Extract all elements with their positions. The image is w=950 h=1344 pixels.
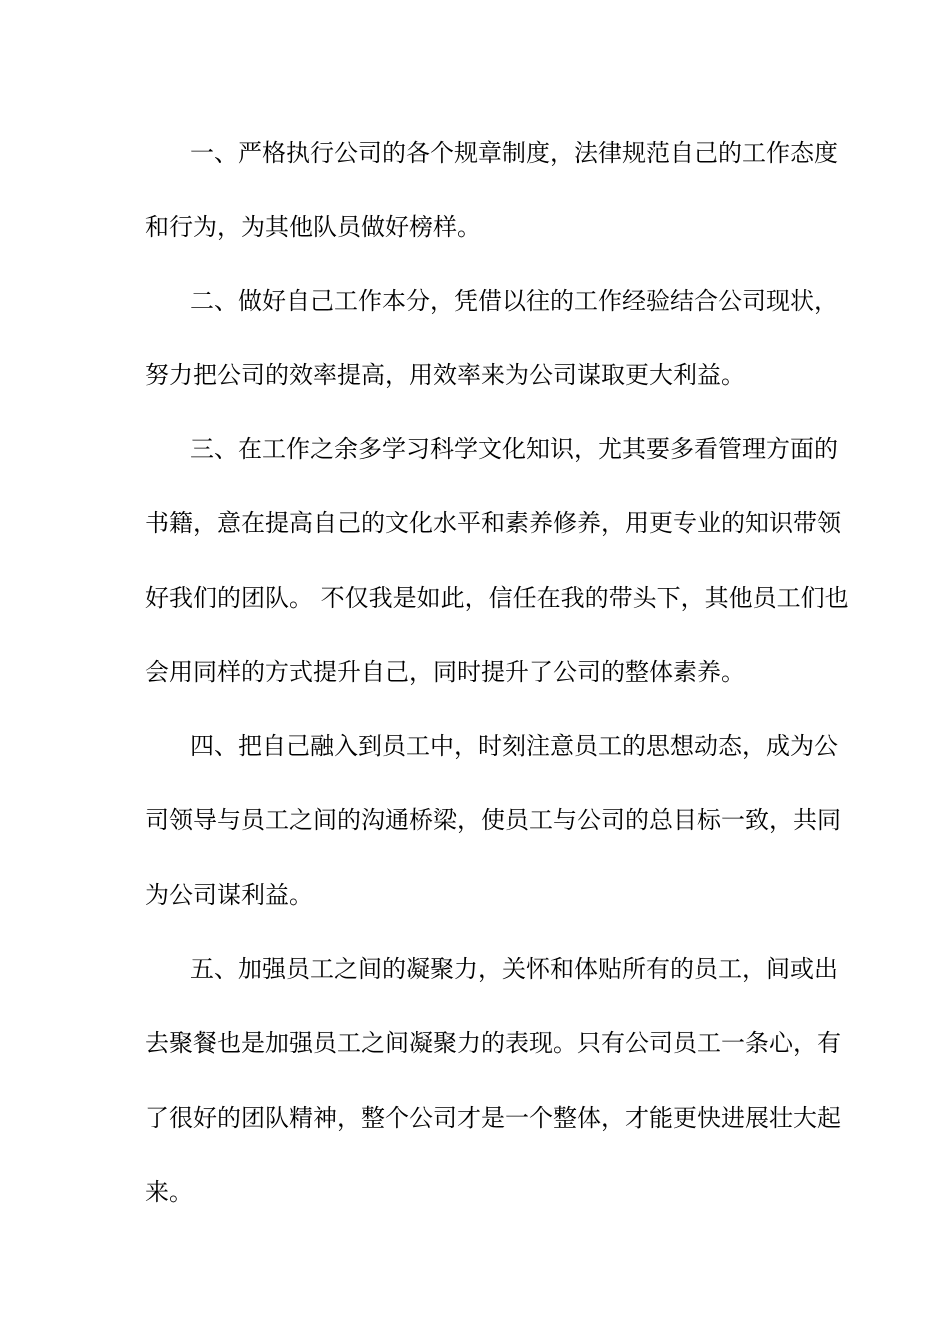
paragraph-4-line-1: 四、把自己融入到员工中，时刻注意员工的思想动态，成为公	[190, 732, 838, 760]
paragraph-3-line-1: 三、在工作之余多学习科学文化知识，尤其要多看管理方面的	[190, 435, 838, 463]
paragraph-5-line-2: 去聚餐也是加强员工之间凝聚力的表现。只有公司员工一条心，有	[145, 1029, 841, 1057]
paragraph-4-line-2: 司领导与员工之间的沟通桥梁，使员工与公司的总目标一致，共同	[145, 806, 841, 834]
paragraph-4-line-3: 为公司谋利益。	[145, 881, 313, 909]
paragraph-5-line-3: 了很好的团队精神，整个公司才是一个整体，才能更快进展壮大起	[145, 1104, 841, 1132]
paragraph-1-line-1: 一、严格执行公司的各个规章制度，法律规范自己的工作态度	[190, 139, 838, 167]
paragraph-5-line-4: 来。	[145, 1178, 193, 1206]
paragraph-3-line-3: 好我们的团队。 不仅我是如此，信任在我的带头下，其他员工们也	[145, 584, 849, 612]
paragraph-2-line-1: 二、做好自己工作本分，凭借以往的工作经验结合公司现状，	[190, 287, 838, 315]
paragraph-1-line-2: 和行为，为其他队员做好榜样。	[145, 213, 481, 241]
paragraph-5-line-1: 五、加强员工之间的凝聚力，关怀和体贴所有的员工，间或出	[190, 955, 838, 983]
paragraph-3-line-4: 会用同样的方式提升自己，同时提升了公司的整体素养。	[145, 658, 745, 686]
paragraph-2-line-2: 努力把公司的效率提高，用效率来为公司谋取更大利益。	[145, 361, 745, 389]
paragraph-3-line-2: 书籍，意在提高自己的文化水平和素养修养，用更专业的知识带领	[145, 509, 841, 537]
